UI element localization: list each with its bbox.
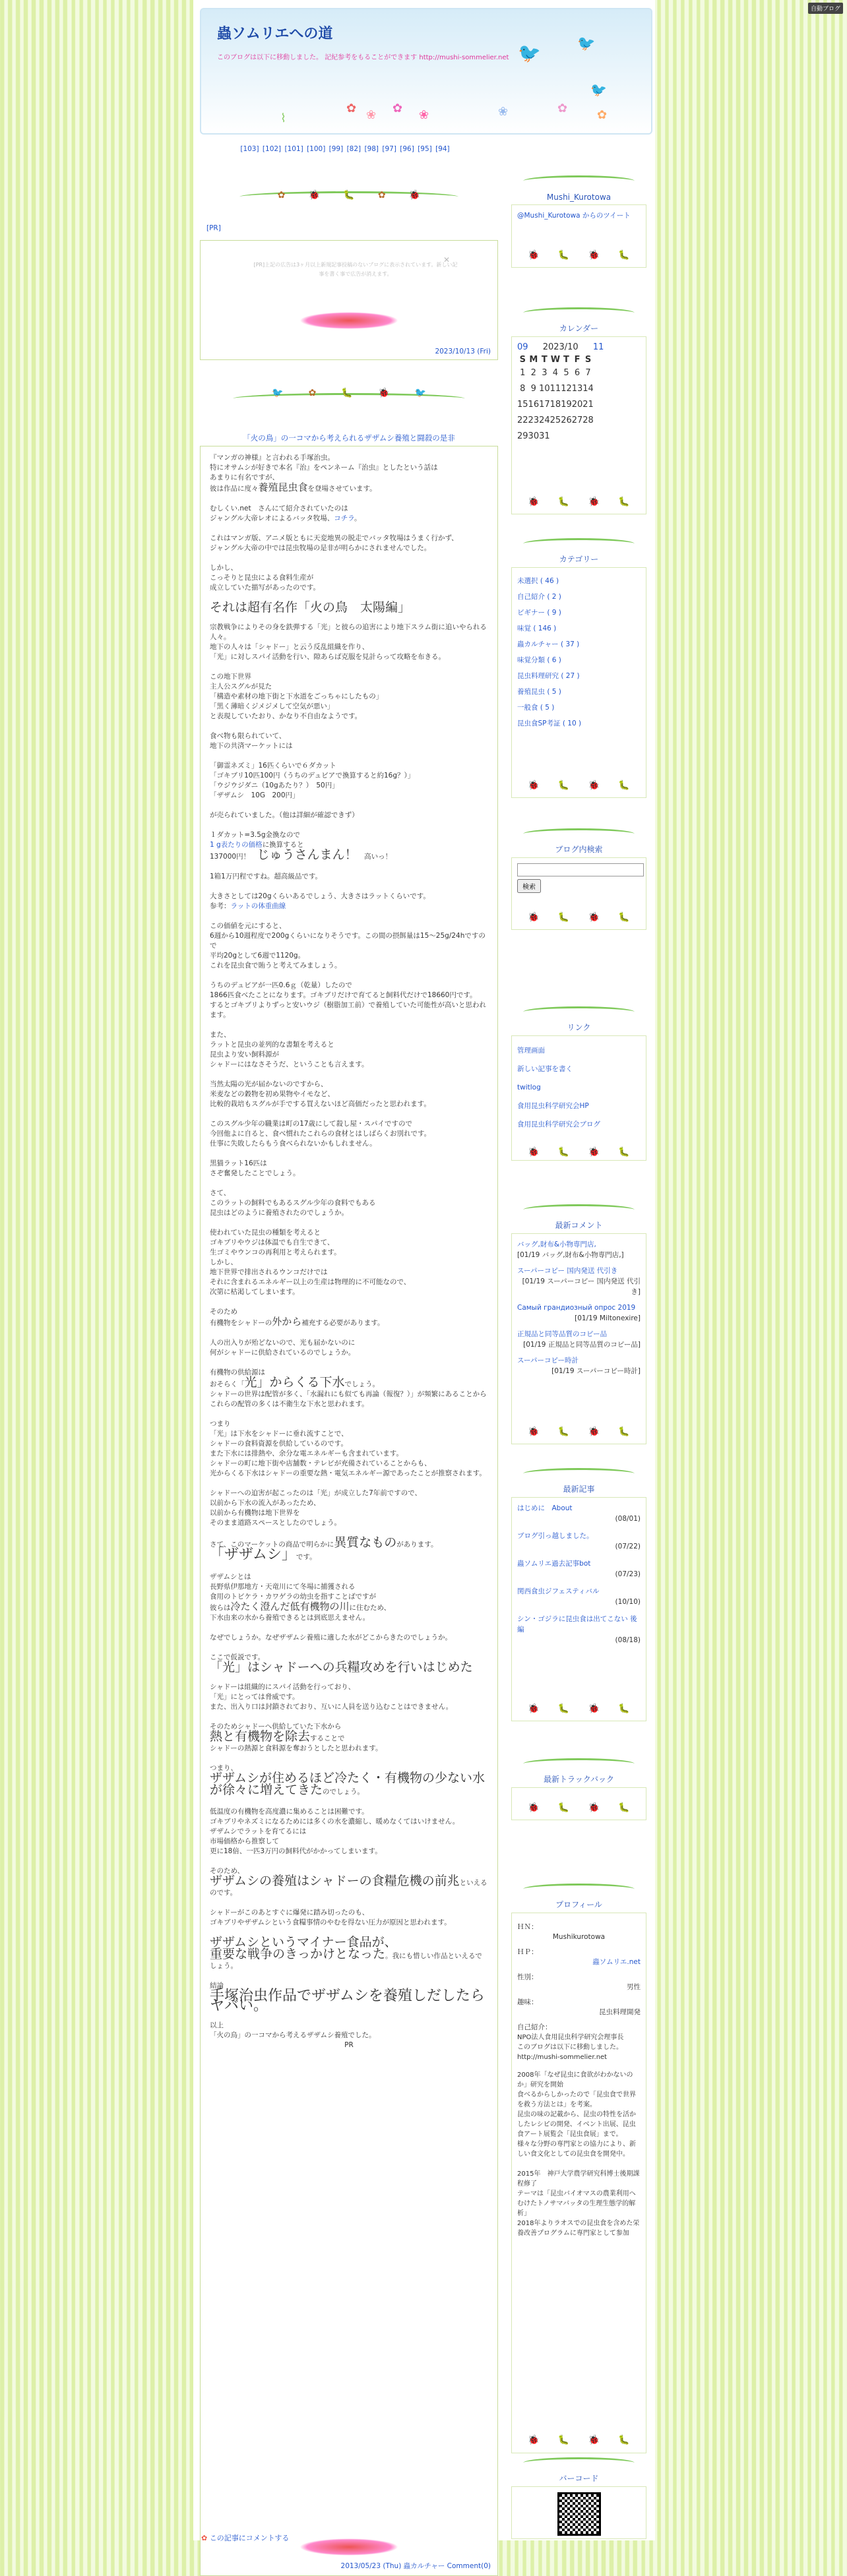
calendar-day	[561, 428, 572, 444]
post-paragraph: 使われていた昆虫の種類を考えると ゴキブリやウジは体温でも自生できて、 生ゴミやウンコの再利用と考えられます。 しかし、 地下世界で排出されるウンコだけでは それに含まれるエネルギー以上の生産は物理的に不可能なので、 次第に枯渇してしまいます。	[210, 1229, 411, 1296]
post-paragraph: シャドーへの迫害が起こったのは「光」が成立した7年前ですので、 以前から下水の流入があったため、 以前から有機物は地下世界を そのまま道路スペースとしたのでしょう。	[210, 1489, 422, 1527]
calendar-next-link[interactable]: 11	[592, 342, 604, 352]
calendar-day: 17	[539, 399, 550, 410]
calendar-day: 14	[582, 383, 594, 394]
category-item[interactable]: 味覚分類 ( 6 )	[517, 656, 561, 664]
calendar-header-row	[517, 355, 594, 365]
corner-badge[interactable]: 自動ブログ	[808, 3, 843, 14]
post-paragraph: ザザムシというマイナー食品が、 重要な戦争のきっかけとなった。我にも惜しい作品といえるでしょう。	[210, 1935, 482, 1970]
bullet-icon: ✿	[201, 2534, 208, 2542]
post-paragraph: つまり、 ザザムシが住めるほど冷たく・有機物の少ない水が徐々に増えてきたのでしょう。	[210, 1764, 486, 1797]
recent-post-link[interactable]: はじめに About	[517, 1504, 573, 1512]
calendar-day: 13	[571, 383, 583, 394]
post-link[interactable]: 1 g表たりの価格	[210, 841, 263, 849]
profile	[511, 1913, 646, 2453]
post-paragraph: 人の出入りが殆どないので、光も届かないのに 何がシャドーに供給されているのでしょうか。	[210, 1339, 356, 1357]
profile-hobby-label: 趣味：	[517, 1998, 538, 2006]
bottom-comment-link-row	[201, 2532, 289, 2543]
profile-intro: NPO法人食用昆虫科学研究会理事長 このブログは以下に移動しました。http://mushi-sommelier.net	[517, 2034, 624, 2061]
comment-link[interactable]: 正規品と同等品質のコピー品	[517, 1330, 608, 1338]
recent-post-date: (08/18)	[615, 1636, 641, 1644]
comment-list	[511, 1233, 646, 1444]
category-item[interactable]: 昆虫食SP考証 ( 10 )	[517, 720, 582, 727]
recent-post-link[interactable]: 関西食虫ジフェスティバル	[517, 1587, 600, 1595]
calendar-day: 21	[582, 399, 594, 410]
sidebar-profile-box	[511, 1866, 646, 2453]
bug-decoration: 🐞 🐛 🐞 🐛	[528, 780, 630, 791]
sidebar-title-decoration	[511, 290, 646, 336]
post-paragraph: そのため、 ザザムシの養殖はシャドーの食糧危機の前兆といえるのです。	[210, 1867, 487, 1897]
pr-post-header	[200, 224, 498, 240]
site-title[interactable]: 蟲ソムリエへの道	[217, 25, 333, 42]
post-paragraph: この価値を元にすると、 6週から10週程度で200gくらいになりそうです。この間の摂餌量は15〜25g/24hですので 平均20gとして6週で1120g。 これを昆虫食で賄うと考えてみましょう。	[210, 922, 486, 969]
profile-hp-link[interactable]: 蟲ソムリエ.net	[592, 1958, 641, 1966]
bug-decoration: 🐦 ✿ 🐛 🐞 🐦	[272, 388, 426, 398]
vine-decoration	[523, 1884, 635, 1895]
vine-decoration	[523, 1204, 635, 1215]
category-item[interactable]: 昆虫料理研究 ( 27 )	[517, 672, 580, 680]
pager-link[interactable]: [98]	[364, 145, 379, 153]
post-paragraph: 以上 「火の鳥」の一コマから考えるザザムシ養殖でした。	[210, 2021, 376, 2039]
search-form	[511, 857, 646, 930]
close-icon[interactable]: ✕	[443, 255, 450, 264]
vine-decoration	[523, 1468, 635, 1479]
post-paragraph: さて、 このラットの飼料でもあるスグル少年の食料でもある 昆虫はどのように養殖されたのでしょうか。	[210, 1189, 376, 1217]
post-link[interactable]: ラットの体重曲線	[230, 902, 286, 910]
bird-icon: 🐦	[590, 82, 607, 98]
comment-link[interactable]: スーパーコピー時計	[517, 1357, 579, 1365]
profile-sex: 男性	[627, 1983, 641, 1991]
post-paragraph: 1箱1万円程ですね。超高級品です。	[210, 873, 323, 880]
calendar-day: 30	[528, 431, 540, 441]
pager-link[interactable]: [97]	[382, 145, 396, 153]
page-wrapper	[193, 0, 655, 2570]
post-paragraph: そのため 有機物をシャドーの外から補充する必要があります。	[210, 1308, 385, 1328]
main-post-body	[200, 446, 498, 2576]
sidebar-title: リンク	[567, 1023, 591, 1032]
post-comment-link[interactable]: Comment(0)	[447, 2562, 491, 2570]
post-list	[511, 1497, 646, 1721]
post-paragraph: なぜでしょうか。なぜザザムシ養殖に適した水がどこからきたのでしょうか。	[210, 1634, 452, 1641]
sidebar-title-decoration	[511, 521, 646, 567]
calendar-day: 22	[517, 415, 528, 425]
sidebar-twitter-box	[511, 158, 646, 268]
vine-decoration	[523, 307, 635, 319]
recent-post-date: (08/01)	[615, 1515, 641, 1523]
calendar	[511, 336, 646, 514]
post-paragraph: そのためシャドーへ供給していた下水から 熱と有機物を除去することで シャドーの熱源と食料源を奪おうとしたと思われます。	[210, 1723, 383, 1752]
category-item[interactable]: 一般食 ( 5 )	[517, 704, 555, 712]
vine-decoration	[523, 1758, 635, 1769]
recent-post-link[interactable]: 蟲ソムリエ過去記事bot	[517, 1560, 591, 1568]
sidebar-title: プロフィール	[555, 1900, 602, 1909]
post-link[interactable]: コチラ	[334, 514, 354, 522]
bird-icon: 🐦	[518, 42, 541, 64]
post-paragraph: これはマンガ版、アニメ版ともに天変地異の脱走でバッタ牧場はうまく行かず、 ジャングル大帝の中では昆虫牧場の是非が明らかにされませんでした。	[210, 534, 458, 552]
comment-link[interactable]: スーパーコピー 国内発送 代引き	[517, 1267, 618, 1275]
vine-decoration	[523, 2457, 635, 2469]
bug-decoration: 🐞 🐛 🐞 🐛	[528, 912, 630, 923]
pager-link[interactable]: [103]	[240, 145, 259, 153]
link-list	[511, 1035, 646, 1161]
profile-hn: Mushikurotowa	[552, 1933, 606, 1941]
post-heading: それは超有名作「火の鳥 太陽編」	[210, 600, 411, 615]
comment-meta: [01/19 バッグ,財布&小物専門店,]	[517, 1251, 624, 1259]
post-paragraph: むしくい.net さんにて紹介されていたのは ジャングル大帝レオによるバッタ牧場、コチラ。	[210, 505, 361, 522]
link-item[interactable]: 管理画面	[517, 1047, 545, 1055]
sidebar-title-decoration	[511, 158, 646, 204]
flower-icon: ❀	[498, 105, 509, 119]
category-item[interactable]: 未選択 ( 46 )	[517, 577, 559, 585]
post-paragraph: 食べ物も限られていて、 地下の共済マーケットには	[210, 732, 293, 750]
qr-code-image	[557, 2492, 601, 2536]
weekday-label: M	[529, 355, 538, 365]
category-item[interactable]: ビギナー ( 9 )	[517, 609, 561, 617]
category-item[interactable]: 味覚 ( 146 )	[517, 625, 557, 632]
calendar-day: 10	[539, 383, 550, 394]
post-paragraph: このスグル少年の職業は町の17歳にして殺し屋・スパイですので 今回他よに自ると、食べ慣れたこれらの食材とはしばらくお別れです。 仕事に失敗したらもう食べられないかもしれません。	[210, 1120, 431, 1148]
weekday-label: T	[563, 355, 569, 365]
profile-hn-label: ＨＮ：	[517, 1923, 538, 1931]
profile-hobby: 昆虫料理開発	[599, 2008, 641, 2016]
bug-decoration: 🐞 🐛 🐞 🐛	[528, 1703, 630, 1714]
post-paragraph: 結論	[210, 1982, 224, 1990]
twitter-link[interactable]: @Mushi_Kurotowa からのツイート	[517, 212, 631, 220]
post-paragraph: １ダカット=3.5g金換なので 1 g表たりの価格に換算すると 137000円！ じゅうさんまん！ 高いっ！	[210, 831, 392, 862]
calendar-day: 3	[542, 367, 548, 378]
profile-intro-label: 自己紹介：	[517, 2023, 552, 2031]
pager	[193, 145, 497, 153]
sidebar-links-box	[511, 989, 646, 1161]
sidebar-title-decoration	[511, 1187, 646, 1233]
sidebar-trackback-box	[511, 1741, 646, 1820]
calendar-day: 19	[561, 399, 572, 410]
sidebar-category-box	[511, 521, 646, 798]
sidebar-title: ブログ内検索	[555, 845, 603, 854]
flower-icon: ✿	[392, 102, 403, 115]
calendar-day: 4	[552, 367, 559, 378]
link-item[interactable]: 新しい記事を書く	[517, 1065, 573, 1073]
pager-link[interactable]: [100]	[307, 145, 326, 153]
comment-link[interactable]: バッグ,財布&小物専門店,	[517, 1241, 596, 1248]
calendar-day: 9	[530, 383, 536, 394]
sidebar-title: Mushi_Kurotowa	[546, 193, 612, 202]
post-paragraph: 『マンガの神様』と言われる手塚治虫。 特にオサムシが好きで本名『治』をペンネーム『治虫』としたという話は あまりに有名ですが、 彼は作品に度々養殖昆虫食を登場させています。	[210, 454, 438, 493]
weekday-label: F	[574, 355, 580, 365]
post-date[interactable]: 2013/05/23 (Thu)	[340, 2562, 402, 2570]
pager-link[interactable]: [94]	[435, 145, 450, 153]
profile-bio: 2008年「なぜ昆虫に食欲がわかないのか」研究を開始 食べるからしかったので「昆虫食で世界を救う方法とは」を考案。 昆虫の味の記載から、昆虫の特性を活かしたレシピの開発、イベント出展、昆虫食アート展覧会「昆虫食展」まで。 様々な分野の専門家との協力により、新しい食文化としての昆虫食を開発中。 2015年 神戸大学農学研究科博士後期課程修了 テーマは「昆虫バイオマスの農業利用へむけたトノサマバッタの生理生態学的解析」 2018年よりラオスでの昆虫食を含めた栄養改善プログラムに専門家として参加	[517, 2071, 640, 2237]
post-paragraph: 宗教戦争によりその身を鉄弾する「光」と彼らの追害により地下スラム街に追いやられる人々。 地下の人々は「シャドー」と云う反乱組織を作り、 「光」に対しスパイ活動を行い、隙あらば克服を見計らって攻略を布きる。	[210, 623, 487, 661]
calendar-day: 18	[549, 399, 561, 410]
main-column	[200, 158, 498, 2576]
profile-sex-label: 性別：	[517, 1973, 538, 1981]
post-paragraph: つまり 「光」は下水をシャドーに垂れ流すことで、 シャドーの食料資源を供給しているのです。 また下水には排熱や、余分な電エネルギーも含まれています。 シャドーの町に地下街や店舗数・テレビが充備されていることからも、 光からくる下水はシャドーの重要な熱・電気エネルギー源であったことが推察されます。	[210, 1420, 486, 1477]
bug-decoration: 🐞 🐛 🐞 🐛	[528, 1147, 630, 1157]
post-paragraph: 当然太陽の光が届かないのですから、 米麦などの穀物を初め果物やイモなど、 比較的栽培もスグルが手でする買えないほど高価だったと思われます。	[210, 1080, 431, 1108]
post-paragraph: おそらく「光」からくる下水でしょう。 シャドーの世界は配管が多く、「水漏れにも似ても再論（報復？）」が頻繁にあることから これらの配管の多くは不衛生な下水と思われます。	[210, 1375, 487, 1408]
sidebar-search-box	[511, 811, 646, 930]
calendar-day: 20	[571, 399, 583, 410]
post-paragraph: 「ザザムシ」です。	[210, 1547, 317, 1563]
category-list	[511, 567, 646, 798]
post-paragraph: 「御霊ネズミ」16匹くらいで６ダカット 「ゴキブリ10匹100円（うちのデュビアで換算すると約16g？）」 「ウジウジダニ（10gあたり？） 50円」 「ザザムシ 10G 200円」	[210, 762, 415, 799]
calendar-day	[582, 428, 594, 444]
pr-flower-decoration	[299, 312, 398, 329]
pager-link[interactable]: [96]	[400, 145, 414, 153]
calendar-table	[517, 355, 594, 444]
post-paragraph: また、 ラットと昆虫の並列的な書類を考えると 昆虫より安い飼料源が シャドーにはなさそうだ、ということも言えます。	[210, 1031, 369, 1068]
trackback-list	[511, 1787, 646, 1820]
sidebar-title-decoration	[511, 1451, 646, 1497]
bottom-comment-link[interactable]: この記事にコメントする	[209, 2534, 290, 2542]
bug-decoration: ✿ 🐞 🐛 ✿ 🐞	[277, 190, 421, 200]
vine-decoration	[523, 828, 635, 840]
comment-meta: [01/19 スーパーコピー時計]	[551, 1367, 641, 1375]
calendar-day: 16	[528, 399, 540, 410]
comment-link[interactable]: Самый грандиозный опрос 2019	[517, 1304, 636, 1312]
post-paragraph: 大きさとしては20gくらいあるでしょう、大きさはラットくらいです。 参考：ラットの体重曲線	[210, 892, 430, 910]
weekday-label: T	[541, 355, 548, 365]
pr-ad-notice: [PR]上記の広告は3ヶ月以上新規記事投稿のないブログに表示されています。新しい記事を書く事で広告が消えます。	[253, 262, 458, 277]
site-header	[200, 8, 652, 135]
calendar-day: 24	[539, 415, 550, 425]
sidebar-barcode-box	[511, 2440, 646, 2539]
post-footer	[341, 2561, 491, 2571]
category-item[interactable]: 自己紹介 ( 2 )	[517, 593, 561, 601]
calendar-day: 15	[517, 399, 528, 410]
post-paragraph: ザザムシとは 長野県伊那地方・天竜川にて冬場に捕獲される 食用のトビケラ・カワゲラの幼虫を指すことばですが 彼らは冷たく澄んだ低有機物の川に住むため、 下水由来の水から養殖できるとは到底思えません。	[210, 1573, 391, 1622]
sidebar-title-decoration	[511, 989, 646, 1035]
post-paragraph: しかし、 こっそりと昆虫による食料生産が 成立していた描写があったのです。	[210, 564, 321, 592]
site-description: このブログは以下に移動しました。 記紀参考をもることができます http://mushi-sommelier.net	[217, 54, 509, 61]
sidebar-calendar-box	[511, 290, 646, 514]
post-flower-decoration	[299, 2538, 398, 2556]
link-item[interactable]: twitlog	[517, 1084, 541, 1091]
post-paragraph: この地下世界 主人公スグルが見た 「構造や素材の地下街と下水道をごっちゃにしたもの」 「黒く薄暗くジメジメして空気が悪い」 と表現していたおり、かなり不自由なようです。	[210, 673, 383, 720]
bug-decoration: 🐞 🐛 🐞 🐛	[528, 1426, 630, 1437]
calendar-day: 11	[549, 383, 561, 394]
calendar-day: 8	[520, 383, 526, 394]
calendar-day: 25	[549, 415, 561, 425]
bug-decoration: 🐞 🐛 🐞 🐛	[528, 1802, 630, 1813]
search-button[interactable]: 検索	[517, 879, 541, 893]
calendar-nav	[517, 342, 641, 352]
calendar-week	[517, 365, 594, 381]
sidebar-title-decoration	[511, 1741, 646, 1787]
calendar-week	[517, 396, 594, 412]
flower-icon: ✿	[557, 102, 568, 115]
pr-post-title[interactable]: [PR]	[206, 224, 221, 232]
profile-hp-label: ＨＰ：	[517, 1948, 538, 1956]
calendar-day: 26	[561, 415, 572, 425]
sidebar-title-decoration	[511, 811, 646, 857]
pager-link[interactable]: [82]	[346, 145, 361, 153]
calendar-day: 6	[574, 367, 580, 378]
vine-decoration	[523, 1006, 635, 1018]
post-paragraph: 低温度の有機物を高度濃に集めることは困難です。 ゴキブリやネズミになるためには多くの水を濃縮し、暖めなくてはいけません。 ザザムシでラットを育てるには 市場価格から推察して 更に18倍、一匹3万円の飼料代がかかってしまいます。	[210, 1808, 460, 1855]
flower-icon: ❀	[366, 108, 377, 122]
post-paragraph: ここで仮説です。	[210, 1653, 265, 1661]
pr-post-date[interactable]: 2023/10/13 (Fri)	[435, 348, 491, 355]
comment-meta: [01/19 Miltonexire]	[575, 1314, 641, 1322]
calendar-day: 2	[530, 367, 536, 378]
sidebar-title: 最新トラックバック	[543, 1775, 615, 1784]
recent-post-link[interactable]: ブログ引っ越しました。	[517, 1532, 594, 1540]
calendar-day: 7	[585, 367, 591, 378]
recent-post-date: (07/22)	[615, 1543, 641, 1550]
sidebar-title: カテゴリー	[559, 555, 599, 564]
calendar-day: 1	[520, 367, 526, 378]
pager-link[interactable]: [102]	[262, 145, 282, 153]
recent-post-link[interactable]: シン・ゴジラに昆虫食は出てこない 後編	[517, 1615, 637, 1634]
post-paragraph: さて、このマーケットの商品で明らかに異質なものがあります。	[210, 1535, 438, 1550]
calendar-day: 27	[571, 415, 583, 425]
calendar-prev-link[interactable]: 09	[517, 342, 528, 352]
link-item[interactable]: 食用昆虫科学研究会ブログ	[517, 1120, 600, 1128]
post-paragraph: 黒猫ラット16匹は さぞ奮発したことでしょう。	[210, 1159, 300, 1177]
bug-decoration: 🐞 🐛 🐞 🐛	[528, 250, 630, 261]
weekday-label: S	[519, 355, 526, 365]
bird-icon: 🐦	[577, 36, 596, 52]
pager-link[interactable]: [95]	[418, 145, 432, 153]
category-item[interactable]: 養殖昆虫 ( 5 )	[517, 688, 561, 696]
calendar-week	[517, 428, 594, 444]
post-paragraph: が売られていました。（他は詳細が確認できず）	[210, 811, 359, 819]
post-heading: 「光」はシャドーへの兵糧攻めを行いはじめた	[210, 1660, 473, 1674]
comment-meta: [01/19 正規品と同等品質のコピー品]	[523, 1341, 641, 1349]
post-decoration	[200, 360, 498, 433]
pager-link[interactable]: [101]	[284, 145, 303, 153]
comment-meta: [01/19 スーパーコピー 国内発送 代引き]	[522, 1277, 641, 1296]
pager-link[interactable]: [99]	[329, 145, 344, 153]
grass-icon: ⌇	[280, 111, 286, 125]
weekday-label: S	[584, 355, 592, 365]
calendar-day: 5	[563, 367, 569, 378]
post-paragraph: 有機物の供給源は	[210, 1368, 265, 1376]
post-paragraph: シャドーがこのあとすぐに爆発に踏み切ったのも、 ゴキブリやザザムシという食糧事情のやむを得ない圧力が原因と思われます。	[210, 1909, 451, 1926]
main-post-title[interactable]: 「火の鳥」の一コマから考えられるザザムシ養殖と闘殺の是非	[243, 433, 455, 443]
calendar-day	[550, 428, 561, 444]
post-category[interactable]: 蟲カルチャー	[403, 2562, 445, 2570]
bug-decoration: 🐞 🐛 🐞 🐛	[528, 497, 630, 507]
recent-post-date: (10/10)	[615, 1598, 641, 1606]
post-conclusion: 手塚治虫作品でザザムシを養殖しだしたらヤバい。	[210, 1988, 485, 2014]
post-decoration	[200, 158, 498, 224]
flower-icon: ❀	[419, 108, 429, 122]
barcode-body	[511, 2486, 646, 2539]
calendar-day: 29	[517, 431, 528, 441]
vine-decoration	[523, 175, 635, 187]
calendar-day	[572, 428, 583, 444]
pr-post-body	[200, 240, 498, 360]
calendar-day: 28	[582, 415, 594, 425]
flower-icon: ✿	[346, 102, 357, 115]
sidebar-title: バーコード	[559, 2474, 599, 2483]
category-item[interactable]: 蟲カルチャー ( 37 )	[517, 640, 580, 648]
sidebar-comments-box	[511, 1187, 646, 1444]
link-item[interactable]: 食用昆虫科学研究会HP	[517, 1102, 589, 1110]
post-pr: PR	[344, 2041, 354, 2049]
calendar-week	[517, 381, 594, 396]
sidebar-title: 最新記事	[563, 1485, 595, 1494]
sidebar-posts-box	[511, 1451, 646, 1721]
post-paragraph: シャドーは組織的にスパイ活動を行っており、 「光」にとっては脅威です。 また、出入り口は封鎖されており、互いに人員を送り込むことはできません。	[210, 1683, 453, 1711]
recent-post-date: (07/23)	[615, 1570, 641, 1578]
flower-icon: ✿	[597, 108, 608, 122]
calendar-week	[517, 412, 594, 428]
sidebar-body	[511, 204, 646, 268]
sidebar-title-decoration	[511, 2440, 646, 2486]
bug-decoration: 🐞 🐛 🐞 🐛	[528, 2435, 630, 2445]
sidebar-title: 最新コメント	[555, 1221, 603, 1230]
calendar-month: 2023/10	[542, 342, 579, 352]
sidebar-title: カレンダー	[559, 324, 599, 333]
calendar-day: 12	[561, 383, 572, 394]
search-input[interactable]	[517, 863, 644, 876]
vine-decoration	[523, 538, 635, 549]
calendar-day: 23	[528, 415, 540, 425]
calendar-day: 31	[539, 431, 550, 441]
sidebar-title-decoration	[511, 1866, 646, 1913]
post-paragraph: うちのデュビアが一匹0.6ｇ（乾量）したので 1866匹食べたことになります。ゴキブリだけで育てると飼料代だけで18660円です。 するとゴキブリよりずっと安いウジ（樹脂加工前）で養殖していた可能性が高いと思われます。	[210, 981, 486, 1019]
weekday-label: W	[550, 355, 561, 365]
